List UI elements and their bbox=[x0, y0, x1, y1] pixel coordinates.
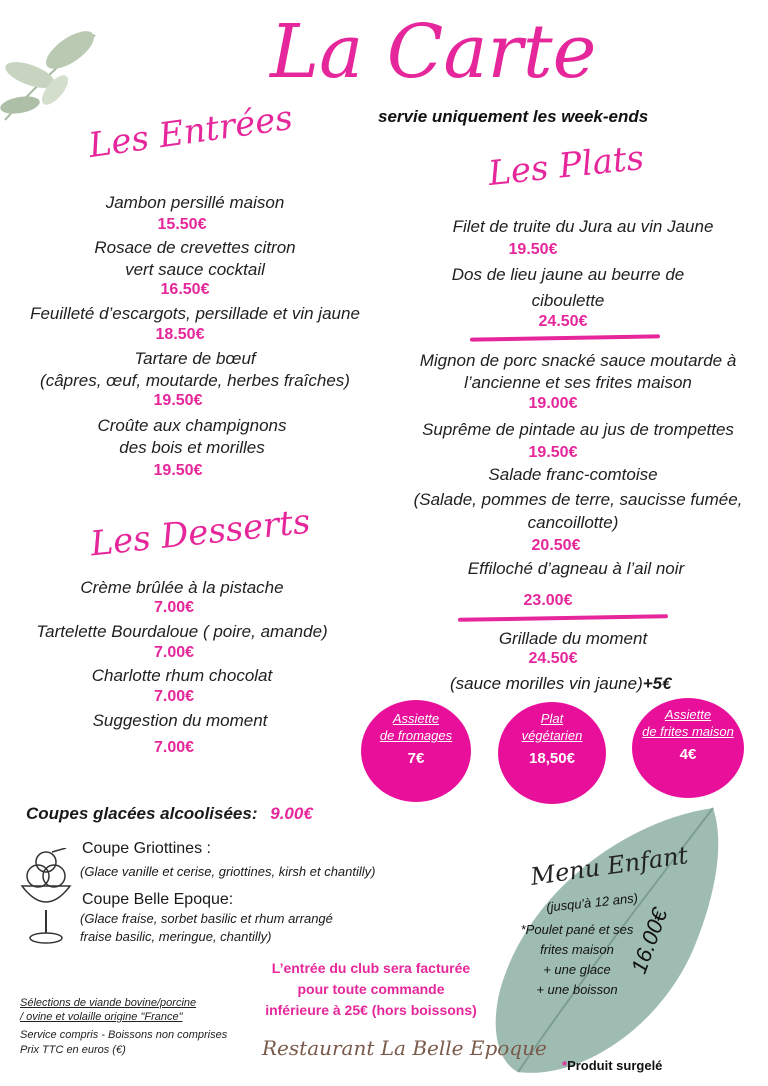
frozen-star: * bbox=[562, 1058, 568, 1073]
extra-price: 7€ bbox=[407, 750, 425, 767]
frozen-note bbox=[562, 1058, 662, 1073]
plat-price: 23.00€ bbox=[523, 592, 573, 609]
menu-enfant-line: *Poulet pané et ses bbox=[520, 922, 634, 937]
dessert-price: 7.00€ bbox=[153, 739, 195, 756]
entree-name: (câpres, œuf, moutarde, herbes fraîches) bbox=[40, 371, 350, 390]
section-divider bbox=[458, 614, 668, 622]
plat-price: 19.50€ bbox=[508, 241, 558, 258]
menu-enfant-line: + une glace bbox=[543, 962, 611, 977]
plat-price: 24.50€ bbox=[538, 313, 588, 330]
entree-name: vert sauce cocktail bbox=[125, 260, 265, 279]
footer-service: Service compris - Boissons non comprises bbox=[20, 1029, 228, 1041]
plat-name: l’ancienne et ses frites maison bbox=[464, 373, 692, 392]
entree-price: 18.50€ bbox=[155, 326, 205, 343]
plat-name: Grillade du moment bbox=[498, 629, 648, 648]
coupes-heading-text: Coupes glacées alcoolisées: bbox=[26, 804, 258, 823]
extra-label: végétarien bbox=[521, 728, 583, 743]
dessert-name: Suggestion du moment bbox=[92, 711, 268, 730]
coupes-price: 9.00€ bbox=[270, 804, 313, 823]
dessert-name: Crème brûlée à la pistache bbox=[80, 578, 284, 597]
footer-origin-line: Sélections de viande bovine/porcine bbox=[20, 997, 197, 1009]
entree-price: 19.50€ bbox=[153, 392, 203, 409]
ice-cream-cup-icon bbox=[16, 848, 76, 948]
entree-price: 16.50€ bbox=[160, 281, 210, 298]
plat-name: ciboulette bbox=[531, 291, 605, 310]
coupe-name: Coupe Belle Epoque: bbox=[82, 891, 234, 908]
plat-price: 19.50€ bbox=[528, 444, 578, 461]
extra-vegetarien-badge bbox=[498, 702, 606, 804]
menu-enfant-price: 16.00€ bbox=[625, 904, 673, 977]
club-notice-line: L’entrée du club sera facturée bbox=[271, 960, 471, 976]
plat-name: Filet de truite du Jura au vin Jaune bbox=[452, 217, 714, 236]
extra-price: 18,50€ bbox=[529, 750, 575, 767]
dessert-price: 7.00€ bbox=[153, 688, 195, 705]
dessert-name: Charlotte rhum chocolat bbox=[91, 666, 273, 685]
entree-name: Jambon persillé maison bbox=[105, 193, 285, 212]
menu-enfant-title: Menu Enfant bbox=[528, 841, 690, 891]
entree-name: Croûte aux champignons bbox=[97, 416, 287, 435]
plat-price: 24.50€ bbox=[528, 650, 578, 667]
restaurant-name: Restaurant La Belle Epoque bbox=[262, 1036, 547, 1060]
coupe-desc: (Glace fraise, sorbet basilic et rhum arrangé bbox=[80, 911, 333, 926]
entree-price: 19.50€ bbox=[153, 462, 203, 479]
page-title: La Carte bbox=[270, 9, 597, 95]
leaf-decoration-icon bbox=[0, 20, 110, 130]
footer-origin-line: / ovine et volaille origine "France" bbox=[20, 1011, 183, 1023]
plat-name: Mignon de porc snacké sauce moutarde à bbox=[419, 351, 737, 370]
plat-name: Suprême de pintade au jus de trompettes bbox=[422, 420, 734, 439]
plat-extra-desc: (sauce morilles vin jaune) bbox=[450, 674, 643, 693]
menu-enfant-line: frites maison bbox=[540, 942, 614, 957]
entree-name: des bois et morilles bbox=[119, 438, 265, 457]
plats-heading: Les Plats bbox=[486, 137, 646, 195]
plat-extra bbox=[450, 674, 672, 694]
extra-label: de fromages bbox=[379, 728, 453, 743]
extra-label: Assiette bbox=[392, 711, 440, 726]
coupes-heading bbox=[26, 804, 313, 824]
entree-name: Rosace de crevettes citron bbox=[94, 238, 296, 257]
extra-price: 4€ bbox=[679, 746, 697, 763]
desserts-heading: Les Desserts bbox=[88, 501, 313, 565]
plat-name: Dos de lieu jaune au beurre de bbox=[451, 265, 685, 284]
coupe-name: Coupe Griottines : bbox=[82, 840, 211, 857]
page-subtitle: servie uniquement les week-ends bbox=[378, 107, 649, 126]
club-notice bbox=[236, 958, 506, 1021]
club-notice-line: pour toute commande bbox=[297, 981, 445, 997]
dessert-price: 7.00€ bbox=[153, 599, 195, 616]
frozen-text: Produit surgelé bbox=[567, 1058, 663, 1073]
coupe-desc: (Glace vanille et cerise, griottines, kirsh et chantilly) bbox=[80, 864, 376, 879]
menu-enfant-age: (jusqu'à 12 ans) bbox=[545, 890, 639, 915]
extra-frites-badge bbox=[632, 698, 744, 798]
plat-name: Salade franc-comtoise bbox=[488, 465, 658, 484]
plat-name: (Salade, pommes de terre, saucisse fumée, bbox=[413, 490, 743, 509]
menu-enfant-line: + une boisson bbox=[536, 982, 618, 997]
footer-prices: Prix TTC en euros (€) bbox=[20, 1044, 126, 1056]
plat-name: Effiloché d’agneau à l’ail noir bbox=[467, 559, 685, 578]
dessert-name: Tartelette Bourdaloue ( poire, amande) bbox=[36, 622, 328, 641]
extra-label: de frites maison bbox=[642, 724, 734, 739]
extra-fromages-badge bbox=[361, 700, 471, 802]
entree-price: 15.50€ bbox=[157, 216, 207, 233]
plat-name: cancoillotte) bbox=[527, 513, 619, 532]
entree-name: Feuilleté d’escargots, persillade et vin jaune bbox=[30, 304, 360, 323]
plat-extra-price: +5€ bbox=[642, 674, 672, 693]
coupe-desc: fraise basilic, meringue, chantilly) bbox=[80, 929, 272, 944]
footer-origin bbox=[20, 996, 196, 1024]
plat-price: 19.00€ bbox=[528, 395, 578, 412]
extra-label: Assiette bbox=[664, 707, 712, 722]
club-notice-line: inférieure à 25€ (hors boissons) bbox=[265, 1002, 477, 1018]
extra-label: Plat bbox=[540, 711, 564, 726]
dessert-price: 7.00€ bbox=[153, 644, 195, 661]
section-divider bbox=[470, 334, 660, 341]
entrees-heading: Les Entrées bbox=[86, 97, 296, 167]
entree-name: Tartare de bœuf bbox=[134, 349, 256, 368]
plat-price: 20.50€ bbox=[531, 537, 581, 554]
